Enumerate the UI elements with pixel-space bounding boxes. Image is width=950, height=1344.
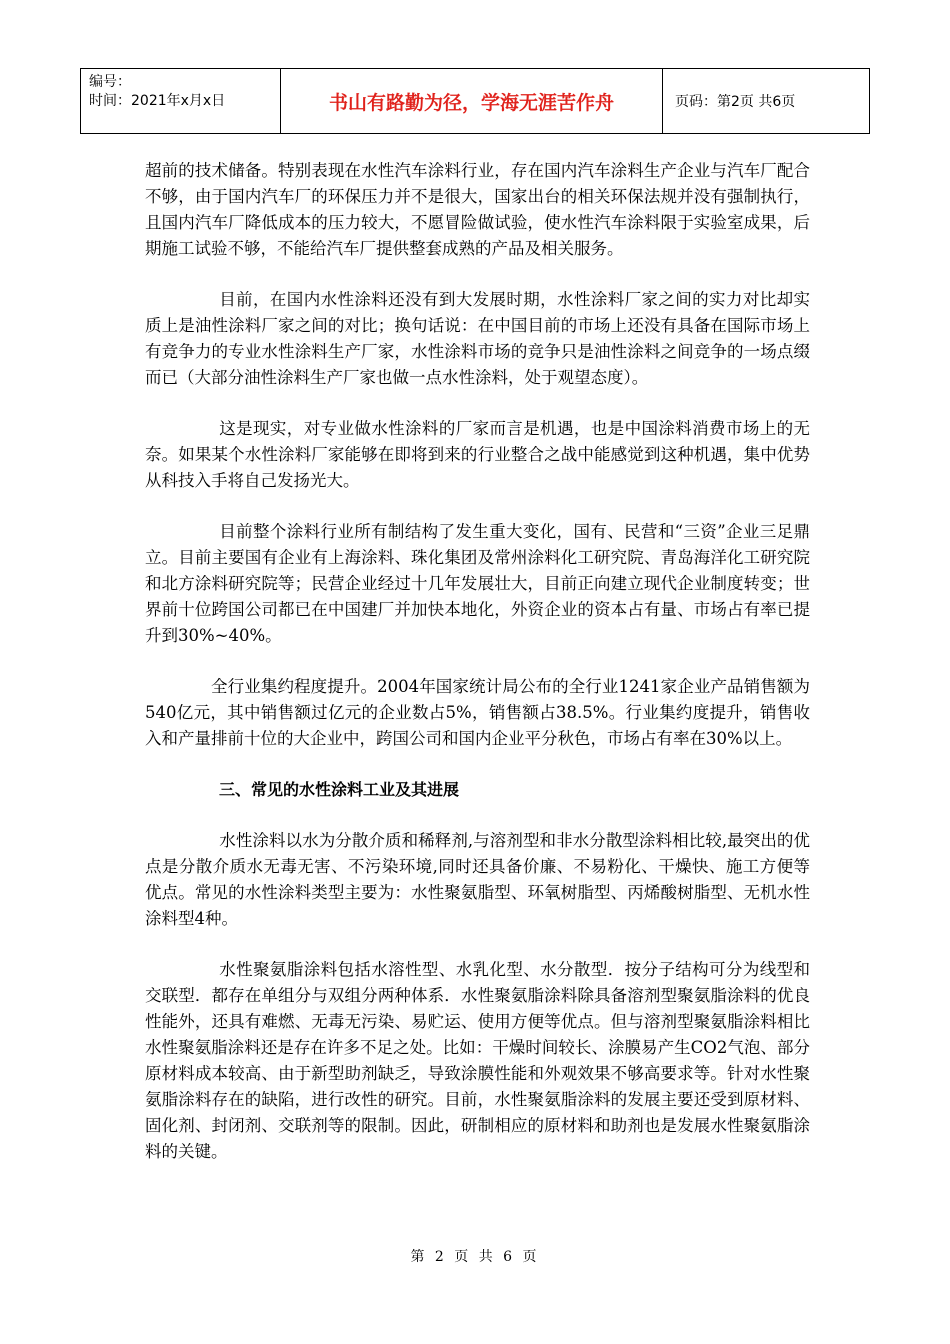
header-motto: 书山有路勤为径，学海无涯苦作舟 [281, 69, 663, 133]
paragraph-1: 超前的技术储备。特别表现在水性汽车涂料行业，存在国内汽车涂料生产企业与汽车厂配合不够，由于国内汽车厂的环保压力并不是很大，国家出台的相关环保法规并没有强制执行，且国内汽车厂降低成本的压力较大，不愿冒险做试验，使水性汽车涂料限于实验室成果，后期施工试验不够，不能给汽车厂提供整套成熟的产品及相关服务。 [145, 161, 810, 258]
paragraph-3: 这是现实，对专业做水性涂料的厂家而言是机遇，也是中国涂料消费市场上的无奈。如果某个水性涂料厂家能够在即将到来的行业整合之战中能感觉到这种机遇，集中优势从科技入手将自己发扬光大。 [145, 419, 810, 490]
paragraph-6: 水性涂料以水为分散介质和稀释剂,与溶剂型和非水分散型涂料相比较,最突出的优点是分散介质水无毒无害、不污染环境,同时还具备价廉、不易粉化、干燥快、施工方便等优点。常见的水性涂料类型主要为：水性聚氨脂型、环氧树脂型、丙烯酸树脂型、无机水性涂料型4种。 [145, 831, 810, 928]
paragraph-5: 全行业集约程度提升。2004年国家统计局公布的全行业1241家企业产品销售额为540亿元，其中销售额过亿元的企业数占5%，销售额占38.5%。行业集约度提升，销售收入和产量排前十位的大企业中，跨国公司和国内企业平分秋色，市场占有率在30%以上。 [145, 677, 810, 748]
section-heading: 三、常见的水性涂料工业及其进展 [219, 780, 460, 799]
time-label: 时间：2021年x月x日 [89, 93, 226, 109]
header-meta [81, 69, 281, 133]
header-page-label: 页码：第2页 共6页 [675, 94, 796, 110]
paragraph-4: 目前整个涂料行业所有制结构了发生重大变化，国有、民营和“三资”企业三足鼎立。目前主要国有企业有上海涂料、珠化集团及常州涂料化工研究院、青岛海洋化工研究院和北方涂料研究院等；民营企业经过十几年发展壮大，目前正向建立现代企业制度转变；世界前十位跨国公司都已在中国建厂并加快本地化，外资企业的资本占有量、市场占有率已提升到30%~40%。 [145, 522, 810, 645]
number-label: 编号： [89, 74, 131, 90]
document-body [145, 158, 810, 1165]
page-footer: 第 2 页 共 6 页 [410, 1249, 540, 1265]
paragraph-2: 目前，在国内水性涂料还没有到大发展时期，水性涂料厂家之间的实力对比却实质上是油性涂料厂家之间的对比；换句话说：在中国目前的市场上还没有具备在国际市场上有竞争力的专业水性涂料生产厂家，水性涂料市场的竞争只是油性涂料之间竞争的一场点缀而已（大部分油性涂料生产厂家也做一点水性涂料，处于观望态度）。 [145, 290, 810, 387]
header-table [80, 68, 870, 134]
paragraph-7: 水性聚氨脂涂料包括水溶性型、水乳化型、水分散型．按分子结构可分为线型和交联型．都存在单组分与双组分两种体系．水性聚氨脂涂料除具备溶剂型聚氨脂涂料的优良性能外，还具有难燃、无毒无污染、易贮运、使用方便等优点。但与溶剂型聚氨脂涂料相比水性聚氨脂涂料还是存在许多不足之处。比如：干燥时间较长、涂膜易产生CO2气泡、部分原材料成本较高、由于新型助剂缺乏，导致涂膜性能和外观效果不够高要求等。针对水性聚氨脂涂料存在的缺陷，进行改性的研究。目前，水性聚氨脂涂料的发展主要还受到原材料、固化剂、封闭剂、交联剂等的限制。因此，研制相应的原材料和助剂也是发展水性聚氨脂涂料的关键。 [145, 960, 810, 1161]
